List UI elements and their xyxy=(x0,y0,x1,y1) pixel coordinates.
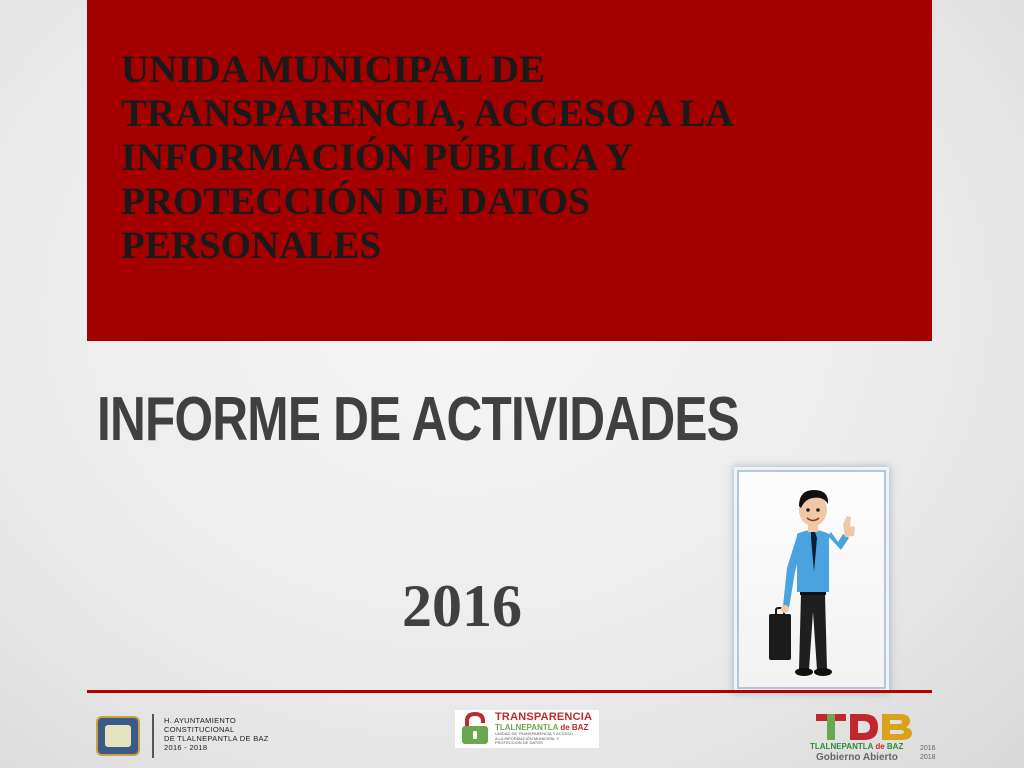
tdb-tagline: Gobierno Abierto xyxy=(816,752,898,763)
header-title: UNIDA MUNICIPAL DE TRANSPARENCIA, ACCESO A LA INFORMACIÓN PÚBLICA Y PROTECCIÓN DE DATOS PERSONALES xyxy=(121,48,734,267)
coat-of-arms-icon xyxy=(96,716,140,756)
tdb-name: TLALNEPANTLA de BAZ xyxy=(810,742,904,751)
ayuntamiento-logo xyxy=(96,714,296,758)
transparencia-logo xyxy=(455,710,599,748)
transparencia-subtitle: TLALNEPANTLA de BAZ xyxy=(495,723,589,732)
tdb-logo xyxy=(808,712,948,764)
tdb-years: 2016 2018 xyxy=(920,745,936,761)
tdb-logo-icon xyxy=(816,712,916,742)
logo-separator xyxy=(152,714,154,758)
businessman-image xyxy=(737,470,886,689)
businessman-illustration xyxy=(739,472,884,687)
footer-divider xyxy=(87,690,932,693)
transparencia-title: TRANSPARENCIA xyxy=(495,711,593,723)
padlock-icon xyxy=(459,712,491,746)
ayuntamiento-text: H. AYUNTAMIENTO CONSTITUCIONAL DE TLALNEPANTLA DE BAZ 2016 - 2018 xyxy=(164,716,269,752)
page-title: INFORME DE ACTIVIDADES xyxy=(97,385,739,454)
transparencia-description: UNIDAD DE TRANSPARENCIA Y ACCESO A LA INFORMACIÓN MUNICIPAL Y PROTECCIÓN DE DATOS xyxy=(495,731,573,745)
year-label: 2016 xyxy=(402,573,522,639)
